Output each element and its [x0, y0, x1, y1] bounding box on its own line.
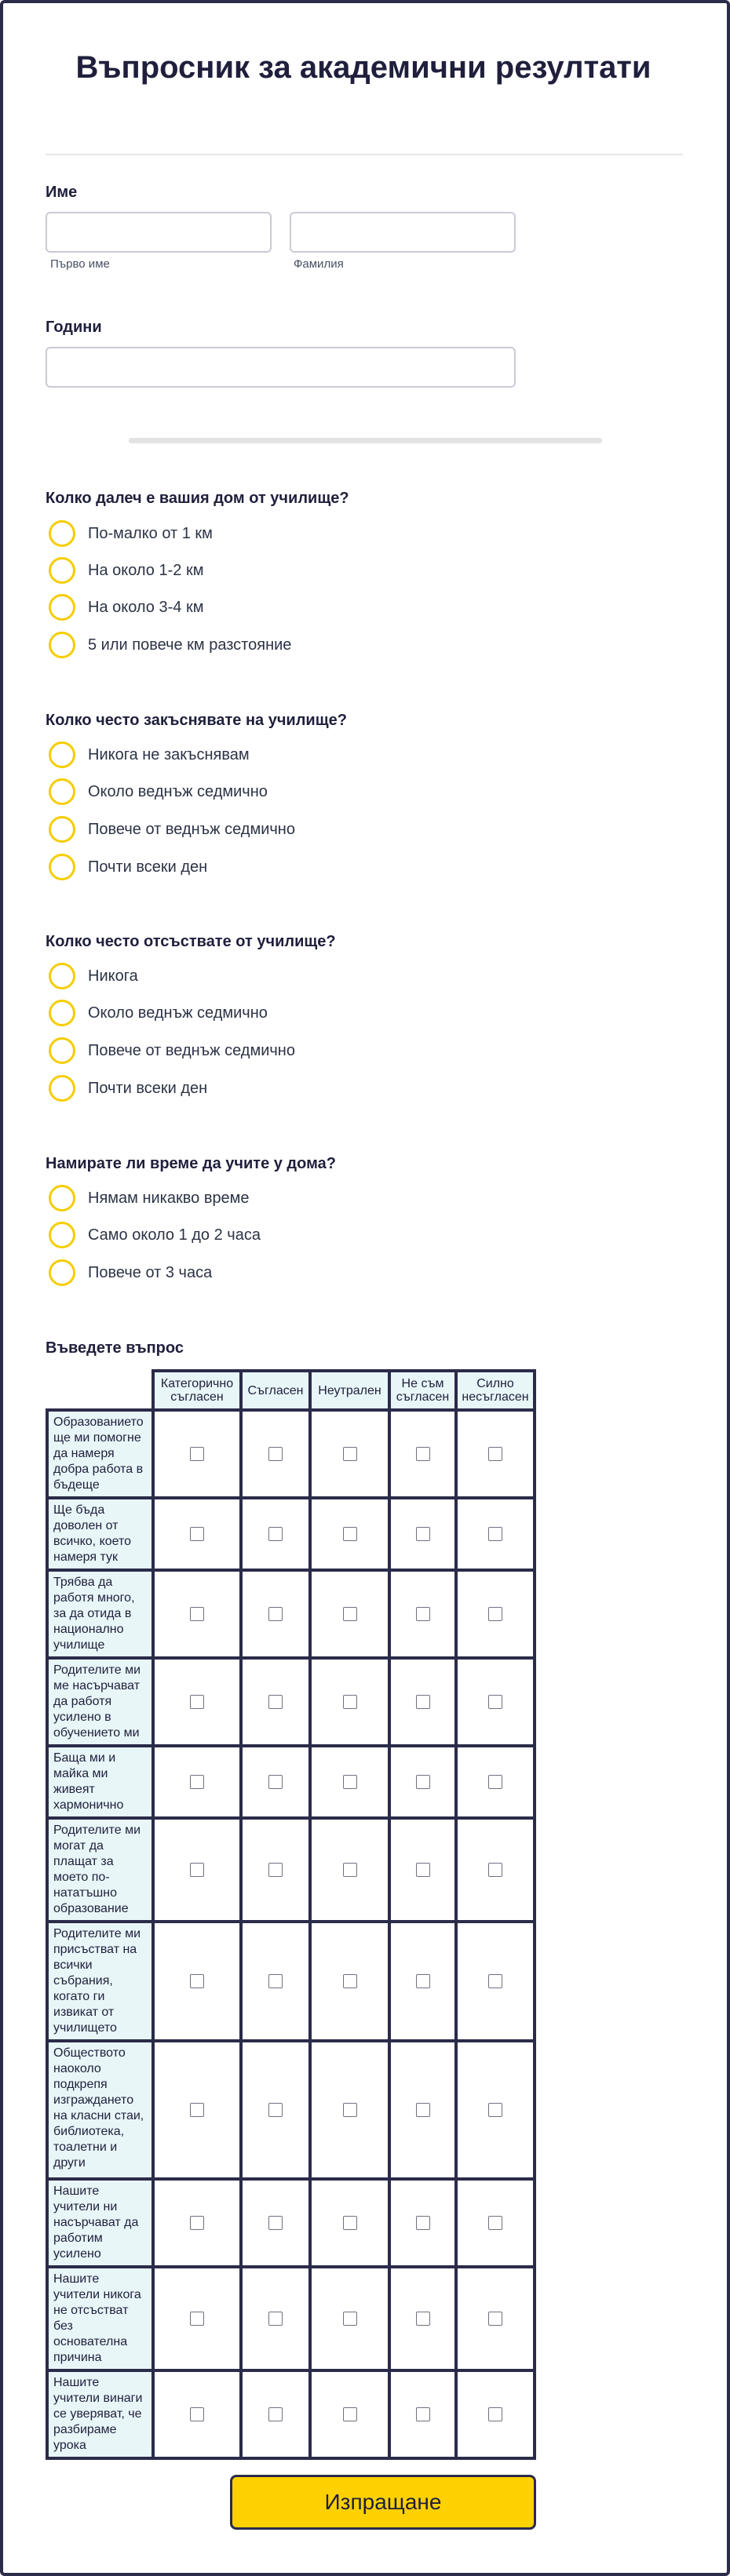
checkbox[interactable]	[190, 1695, 204, 1709]
matrix-cell[interactable]	[389, 1746, 456, 1818]
radio-option-label: По-малко от 1 км	[88, 524, 213, 542]
matrix-row-label: Нашите учители никога не отсъстват без основателна причина	[47, 2267, 153, 2370]
checkbox[interactable]	[416, 2103, 430, 2117]
checkbox[interactable]	[190, 1974, 204, 1988]
matrix-row-label: Нашите учители ни насърчават да работим усилено	[47, 2179, 153, 2267]
matrix-row-label: Родителите ми присъстват на всички събрания, когато ги извикат от училището	[47, 1922, 153, 2041]
matrix-column-header: Съгласен	[241, 1371, 310, 1410]
matrix-cell[interactable]	[153, 1746, 241, 1818]
matrix-corner	[47, 1371, 153, 1410]
age-label: Години	[46, 319, 102, 336]
matrix-cell[interactable]	[241, 1922, 310, 2041]
radio-option[interactable]	[49, 519, 213, 548]
checkbox[interactable]	[268, 2103, 283, 2117]
question-absence: Колко често отсъствате от училище?	[46, 933, 336, 950]
checkbox[interactable]	[416, 1695, 430, 1709]
first-name-input[interactable]	[46, 212, 272, 253]
matrix-row	[47, 1410, 535, 1498]
radio-option-label: Нямам никакво време	[88, 1189, 250, 1207]
matrix-row	[47, 2267, 535, 2370]
matrix-cell[interactable]	[310, 1818, 389, 1922]
matrix-cell[interactable]	[389, 1658, 456, 1746]
matrix-cell[interactable]	[153, 2370, 241, 2458]
checkbox[interactable]	[268, 1974, 283, 1988]
radio-circle-icon[interactable]	[49, 1185, 75, 1211]
matrix-row-label: Родителите ми ме насърчават да работя усилено в обучението ми	[47, 1658, 153, 1746]
matrix-cell[interactable]	[153, 1658, 241, 1746]
matrix-cell[interactable]	[456, 1410, 535, 1498]
matrix-column-header: Силно несъгласен	[456, 1371, 535, 1410]
matrix-cell[interactable]	[241, 1570, 310, 1658]
matrix-cell[interactable]	[389, 2041, 456, 2179]
matrix-row	[47, 1498, 535, 1570]
checkbox[interactable]	[488, 1695, 502, 1709]
checkbox[interactable]	[343, 2407, 357, 2421]
radio-circle-icon[interactable]	[49, 741, 75, 768]
checkbox[interactable]	[488, 1974, 502, 1988]
radio-option-label: Повече от 3 часа	[88, 1263, 213, 1281]
matrix-cell[interactable]	[456, 1570, 535, 1658]
last-name-sublabel: Фамилия	[294, 257, 344, 271]
matrix-cell[interactable]	[310, 1410, 389, 1498]
radio-circle-icon[interactable]	[49, 854, 75, 880]
checkbox[interactable]	[416, 1863, 430, 1877]
checkbox[interactable]	[343, 2312, 357, 2326]
checkbox[interactable]	[268, 2216, 283, 2230]
radio-option-label: Почти всеки ден	[88, 1079, 208, 1097]
matrix-cell[interactable]	[241, 2267, 310, 2370]
radio-option[interactable]	[49, 853, 207, 881]
checkbox[interactable]	[190, 1775, 204, 1789]
matrix-cell[interactable]	[241, 2179, 310, 2267]
matrix-row-label: Образованието ще ми помогне да намеря добра работа в бъдеще	[47, 1410, 153, 1498]
radio-option-label: Около веднъж седмично	[88, 1004, 268, 1022]
radio-option[interactable]	[49, 1184, 250, 1212]
matrix-cell[interactable]	[153, 2041, 241, 2179]
matrix-cell[interactable]	[389, 1570, 456, 1658]
checkbox[interactable]	[190, 2103, 204, 2117]
age-input[interactable]	[46, 347, 516, 388]
matrix-row	[47, 2041, 535, 2179]
radio-option-label: Само около 1 до 2 часа	[88, 1226, 261, 1244]
radio-circle-icon[interactable]	[49, 963, 75, 989]
matrix-cell[interactable]	[389, 1922, 456, 2041]
checkbox[interactable]	[488, 2216, 502, 2230]
matrix-cell[interactable]	[389, 1498, 456, 1570]
matrix-cell[interactable]	[241, 1410, 310, 1498]
checkbox[interactable]	[268, 1607, 283, 1621]
question-distance: Колко далеч е вашия дом от училище?	[46, 490, 349, 507]
checkbox[interactable]	[190, 1607, 204, 1621]
matrix-row-label: Ще бъда доволен от всичко, което намеря тук	[47, 1498, 153, 1570]
radio-option[interactable]	[49, 815, 295, 843]
radio-option[interactable]	[49, 593, 203, 621]
matrix-cell[interactable]	[153, 2267, 241, 2370]
matrix-cell[interactable]	[310, 2041, 389, 2179]
matrix-cell[interactable]	[241, 1658, 310, 1746]
matrix-cell[interactable]	[153, 1410, 241, 1498]
radio-circle-icon[interactable]	[49, 520, 75, 547]
radio-circle-icon[interactable]	[49, 557, 75, 584]
matrix-cell[interactable]	[153, 1922, 241, 2041]
matrix-cell[interactable]	[456, 1498, 535, 1570]
matrix-cell[interactable]	[456, 2041, 535, 2179]
matrix-cell[interactable]	[310, 1658, 389, 1746]
matrix-cell[interactable]	[389, 1818, 456, 1922]
checkbox[interactable]	[190, 1447, 204, 1461]
radio-option[interactable]	[49, 631, 291, 659]
matrix-cell[interactable]	[310, 1570, 389, 1658]
form-title: Въпросник за академични резултати	[75, 50, 652, 85]
matrix-cell[interactable]	[153, 2179, 241, 2267]
matrix-row	[47, 1570, 535, 1658]
matrix-column-header: Не съм съгласен	[389, 1371, 456, 1410]
matrix-cell[interactable]	[310, 1922, 389, 2041]
matrix-cell[interactable]	[456, 2267, 535, 2370]
radio-circle-icon[interactable]	[49, 594, 75, 621]
radio-circle-icon[interactable]	[49, 1222, 75, 1248]
checkbox[interactable]	[343, 1863, 357, 1877]
checkbox[interactable]	[190, 2216, 204, 2230]
radio-option[interactable]	[49, 999, 268, 1027]
checkbox[interactable]	[343, 2216, 357, 2230]
checkbox[interactable]	[416, 1775, 430, 1789]
checkbox[interactable]	[488, 2407, 502, 2421]
checkbox[interactable]	[190, 1863, 204, 1877]
checkbox[interactable]	[343, 1974, 357, 1988]
radio-option[interactable]	[49, 1221, 261, 1249]
checkbox[interactable]	[268, 2407, 283, 2421]
matrix-row	[47, 2179, 535, 2267]
matrix-cell[interactable]	[310, 2179, 389, 2267]
matrix-row	[47, 1658, 535, 1746]
radio-option-label: Около веднъж седмично	[88, 782, 268, 800]
radio-option[interactable]	[49, 962, 138, 990]
matrix-row	[47, 1922, 535, 2041]
checkbox[interactable]	[343, 1695, 357, 1709]
matrix-cell[interactable]	[389, 1410, 456, 1498]
submit-button[interactable]: Изпращане	[230, 2475, 536, 2530]
matrix-cell[interactable]	[456, 2179, 535, 2267]
matrix-row-label: Трябва да работя много, за да отида в национално училище	[47, 1570, 153, 1658]
checkbox[interactable]	[190, 2312, 204, 2326]
radio-option[interactable]	[49, 556, 203, 585]
checkbox[interactable]	[268, 2312, 283, 2326]
matrix-column-header: Неутрален	[310, 1371, 389, 1410]
matrix-row-label: Баща ми и майка ми живеят хармонично	[47, 1746, 153, 1818]
checkbox[interactable]	[416, 2216, 430, 2230]
checkbox[interactable]	[416, 1607, 430, 1621]
matrix-cell[interactable]	[456, 2370, 535, 2458]
section-divider	[129, 438, 602, 443]
checkbox[interactable]	[343, 1607, 357, 1621]
radio-option[interactable]	[49, 1037, 295, 1065]
matrix-cell[interactable]	[456, 1658, 535, 1746]
question-study-time: Намирате ли време да учите у дома?	[46, 1155, 336, 1172]
matrix-row	[47, 1746, 535, 1818]
matrix-row-label: Обществото наоколо подкрепя изграждането на класни стаи, библиотека, тоалетни и други	[47, 2041, 153, 2179]
radio-option-label: 5 или повече км разстояние	[88, 636, 292, 654]
radio-option-label: Никога не закъснявам	[88, 745, 250, 763]
radio-option-label: Повече от веднъж седмично	[88, 820, 295, 838]
checkbox[interactable]	[416, 2407, 430, 2421]
radio-option[interactable]	[49, 778, 268, 806]
radio-option[interactable]	[49, 741, 250, 769]
checkbox[interactable]	[190, 2407, 204, 2421]
matrix-cell[interactable]	[389, 2370, 456, 2458]
question-lateness: Колко често закъснявате на училище?	[46, 712, 347, 729]
matrix-cell[interactable]	[153, 1570, 241, 1658]
matrix-cell[interactable]	[456, 1818, 535, 1922]
matrix-cell[interactable]	[456, 1922, 535, 2041]
matrix-table	[46, 1369, 536, 2460]
name-label: Име	[46, 184, 78, 201]
radio-circle-icon[interactable]	[49, 632, 75, 658]
radio-circle-icon[interactable]	[49, 1037, 75, 1064]
checkbox[interactable]	[488, 2312, 502, 2326]
matrix-cell[interactable]	[241, 1498, 310, 1570]
checkbox[interactable]	[488, 1447, 502, 1461]
matrix-cell[interactable]	[241, 1746, 310, 1818]
first-name-sublabel: Първо име	[50, 257, 110, 271]
radio-circle-icon[interactable]	[49, 1075, 75, 1102]
checkbox[interactable]	[343, 1775, 357, 1789]
matrix-cell[interactable]	[153, 1498, 241, 1570]
matrix-cell[interactable]	[389, 2179, 456, 2267]
matrix-cell[interactable]	[310, 1498, 389, 1570]
checkbox[interactable]	[488, 1607, 502, 1621]
radio-circle-icon[interactable]	[49, 778, 75, 805]
matrix-cell[interactable]	[310, 1746, 389, 1818]
checkbox[interactable]	[416, 1447, 430, 1461]
radio-option-label: Почти всеки ден	[88, 858, 208, 876]
matrix-cell[interactable]	[310, 2267, 389, 2370]
radio-option[interactable]	[49, 1259, 212, 1287]
radio-option-label: Повече от веднъж седмично	[88, 1041, 295, 1059]
radio-circle-icon[interactable]	[49, 1000, 75, 1026]
checkbox[interactable]	[416, 2312, 430, 2326]
radio-option-label: На около 3-4 км	[88, 598, 204, 616]
radio-option[interactable]	[49, 1074, 207, 1102]
checkbox[interactable]	[268, 1863, 283, 1877]
checkbox[interactable]	[488, 1863, 502, 1877]
matrix-label: Въведете въпрос	[46, 1339, 184, 1357]
matrix-cell[interactable]	[310, 2370, 389, 2458]
title-divider	[46, 154, 683, 155]
checkbox[interactable]	[343, 1447, 357, 1461]
matrix-cell[interactable]	[241, 2041, 310, 2179]
matrix-cell[interactable]	[241, 1818, 310, 1922]
matrix-cell[interactable]	[389, 2267, 456, 2370]
matrix-row-label: Нашите учители винаги се уверяват, че разбираме урока	[47, 2370, 153, 2458]
matrix-row-label: Родителите ми могат да плащат за моето по-нататъшно образование	[47, 1818, 153, 1922]
checkbox[interactable]	[416, 1974, 430, 1988]
matrix-cell[interactable]	[456, 1746, 535, 1818]
checkbox[interactable]	[268, 1775, 283, 1789]
matrix-row	[47, 1818, 535, 1922]
checkbox[interactable]	[488, 2103, 502, 2117]
radio-option-label: На около 1-2 км	[88, 561, 204, 579]
radio-option-label: Никога	[88, 967, 138, 985]
checkbox[interactable]	[190, 1527, 204, 1541]
checkbox[interactable]	[268, 1447, 283, 1461]
radio-circle-icon[interactable]	[49, 816, 75, 843]
matrix-column-header: Категорично съгласен	[153, 1371, 241, 1410]
checkbox[interactable]	[268, 1527, 283, 1541]
matrix-cell[interactable]	[153, 1818, 241, 1922]
matrix-cell[interactable]	[241, 2370, 310, 2458]
checkbox[interactable]	[343, 1527, 357, 1541]
checkbox[interactable]	[488, 1775, 502, 1789]
matrix-row	[47, 2370, 535, 2458]
radio-circle-icon[interactable]	[49, 1259, 75, 1286]
checkbox[interactable]	[416, 1527, 430, 1541]
checkbox[interactable]	[343, 2103, 357, 2117]
last-name-input[interactable]	[290, 212, 516, 253]
checkbox[interactable]	[268, 1695, 283, 1709]
checkbox[interactable]	[488, 1527, 502, 1541]
